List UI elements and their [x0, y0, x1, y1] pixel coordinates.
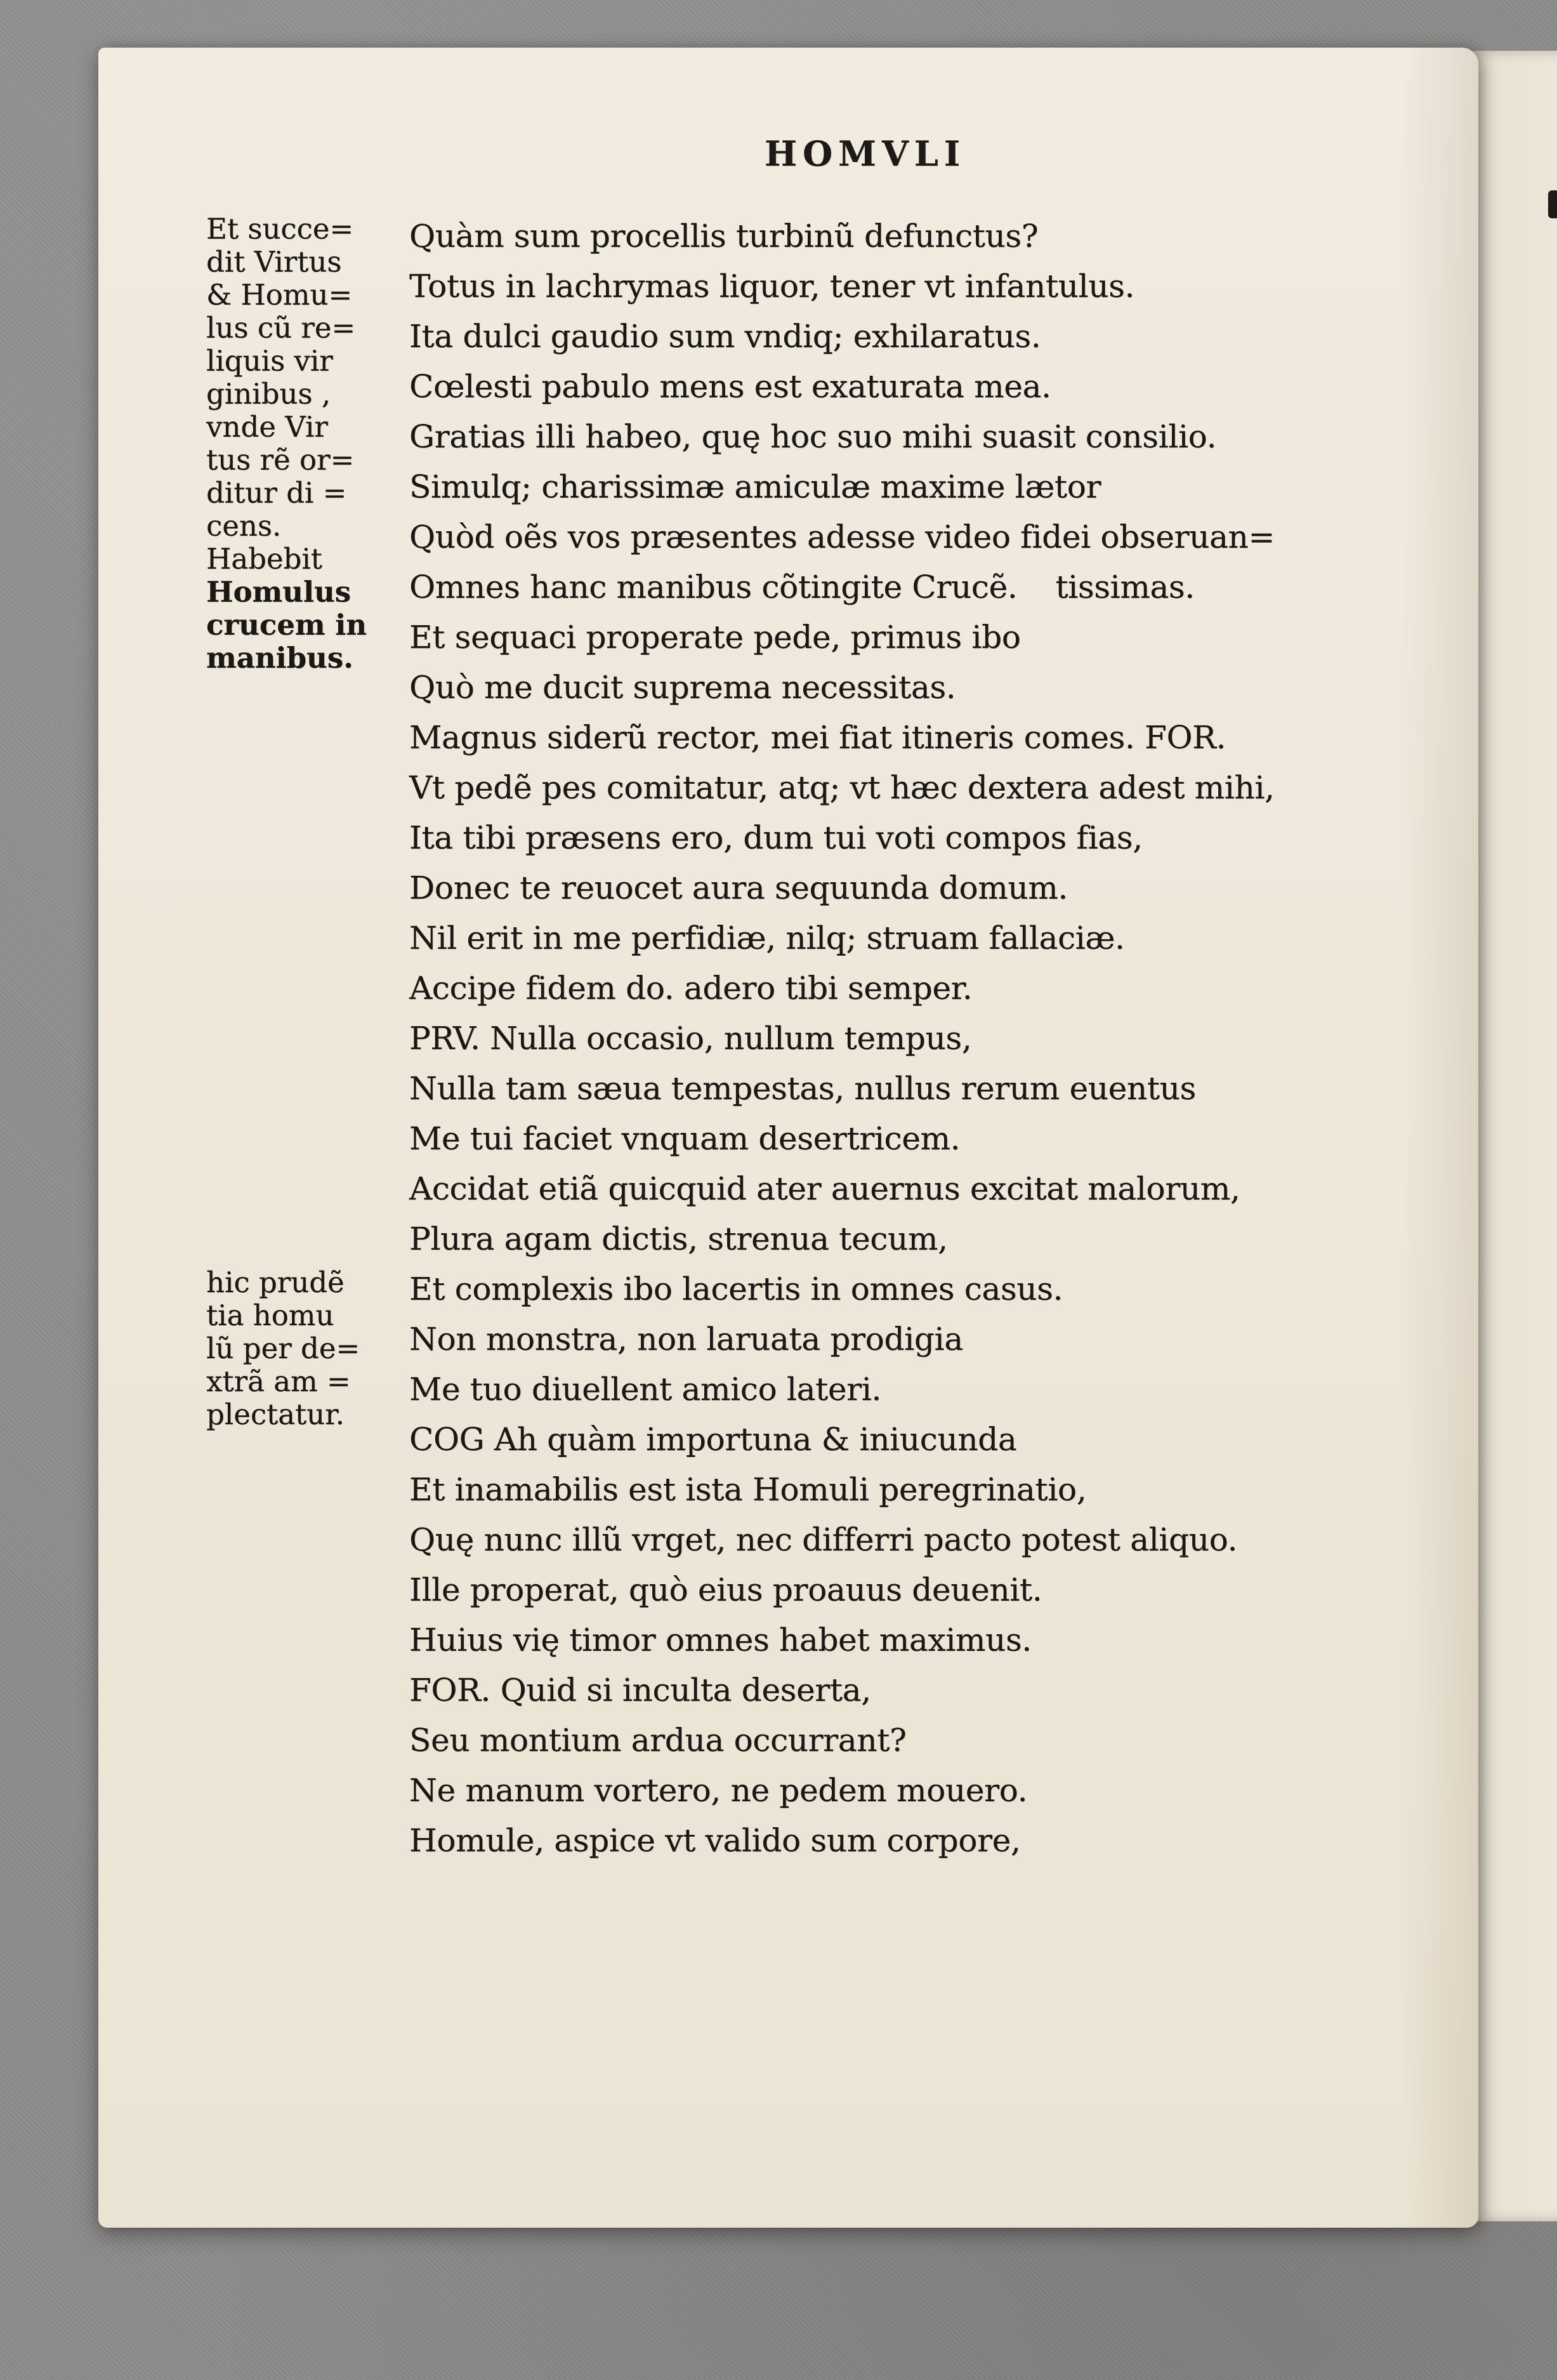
margin-note-line: Et succe=: [206, 212, 354, 246]
verse-line: Quàm sum procellis turbinũ defunctus?: [409, 218, 1039, 255]
verse-line: Me tuo diuellent amico lateri.: [409, 1371, 882, 1408]
margin-note-line: tus rẽ or=: [206, 443, 355, 477]
verse-line-tail: tissimas.: [1055, 569, 1195, 605]
verse-line: Huius vię timor omnes habet maximus.: [409, 1622, 1032, 1658]
verse-line: Cœlesti pabulo mens est exaturata mea.: [409, 368, 1051, 405]
verse-line: Ita tibi præsens ero, dum tui voti compos fias,: [409, 819, 1143, 856]
margin-note-line: tia homu: [206, 1299, 334, 1332]
margin-note-line: xtrã am =: [206, 1365, 351, 1398]
verse-line: Quòd oẽs vos præsentes adesse video fidei obseruan=: [409, 519, 1275, 555]
margin-note-line: plectatur.: [206, 1398, 345, 1431]
margin-note-bottom: [206, 1266, 416, 1431]
verse-line: Vt pedẽ pes comitatur, atq; vt hæc dextera adest mihi,: [409, 769, 1275, 806]
verse-line: Quò me ducit suprema necessitas.: [409, 669, 956, 706]
verse-line: Seu montium ardua occurrant?: [409, 1722, 907, 1759]
verse-line: [409, 562, 1513, 612]
margin-note-line: lus cũ re=: [206, 311, 356, 345]
verse-line: Non monstra, non laruata prodigia: [409, 1321, 963, 1358]
margin-note-line: dit Virtus: [206, 245, 342, 279]
verse-line: Accidat etiã quicquid ater auernus excitat malorum,: [409, 1170, 1240, 1207]
verse-line: Ita dulci gaudio sum vndiq; exhilaratus.: [409, 318, 1041, 355]
verse-text: [409, 211, 1513, 1866]
margin-note-top: [206, 213, 416, 675]
verse-line: Et inamabilis est ista Homuli peregrinatio,: [409, 1471, 1087, 1508]
verse-line: Totus in lachrymas liquor, tener vt infantulus.: [409, 268, 1135, 305]
margin-note-line: ginibus ,: [206, 377, 331, 411]
margin-note-line: manibus.: [206, 641, 353, 675]
verse-line: Nulla tam sæua tempestas, nullus rerum euentus: [409, 1070, 1196, 1107]
verse-line: Ille properat, quò eius proauus deuenit.: [409, 1571, 1042, 1608]
margin-note-line: lũ per de=: [206, 1332, 360, 1365]
verse-line: PRV. Nulla occasio, nullum tempus,: [409, 1020, 972, 1057]
verse-line: Donec te reuocet aura sequunda domum.: [409, 869, 1068, 906]
verse-line: Me tui faciet vnquam desertricem.: [409, 1120, 961, 1157]
margin-note-line: cens.: [206, 509, 282, 543]
verse-line: Quę nunc illũ vrget, nec differri pacto potest aliquo.: [409, 1521, 1238, 1558]
book-page: [98, 48, 1478, 2228]
margin-note-line: & Homu=: [206, 278, 353, 312]
margin-note-line: Habebit: [206, 542, 322, 576]
margin-note-line: vnde Vir: [206, 410, 328, 444]
verse-line: Simulq; charissimæ amiculæ maxime lætor: [409, 468, 1101, 505]
verse-line: Et complexis ibo lacertis in omnes casus.: [409, 1271, 1063, 1307]
margin-note-line: ditur di =: [206, 476, 347, 510]
verse-line-text: Omnes hanc manibus cõtingite Crucẽ.: [409, 569, 1018, 605]
running-head: HOMVLI: [765, 133, 966, 174]
verse-line: Accipe fidem do. adero tibi semper.: [409, 970, 973, 1007]
verse-line: Ne manum vortero, ne pedem mouero.: [409, 1772, 1028, 1809]
verse-line: Nil erit in me perfidiæ, nilq; struam fallaciæ.: [409, 920, 1125, 956]
margin-note-line: liquis vir: [206, 344, 333, 378]
verse-line: Gratias illi habeo, quę hoc suo mihi suasit consilio.: [409, 418, 1217, 455]
margin-note-line: crucem in: [206, 608, 367, 642]
verse-line: COG Ah quàm importuna & iniucunda: [409, 1421, 1017, 1458]
verse-line: Et sequaci properate pede, primus ibo: [409, 619, 1021, 656]
verse-line: Plura agam dictis, strenua tecum,: [409, 1220, 948, 1257]
margin-note-line: hic prudẽ: [206, 1266, 345, 1299]
ink-mark: [1548, 190, 1557, 218]
margin-note-line: Homulus: [206, 575, 351, 609]
verse-line: FOR. Quid si inculta deserta,: [409, 1672, 871, 1709]
verse-line: Magnus siderũ rector, mei fiat itineris comes. FOR.: [409, 719, 1226, 756]
verse-line: Homule, aspice vt valido sum corpore,: [409, 1822, 1021, 1859]
